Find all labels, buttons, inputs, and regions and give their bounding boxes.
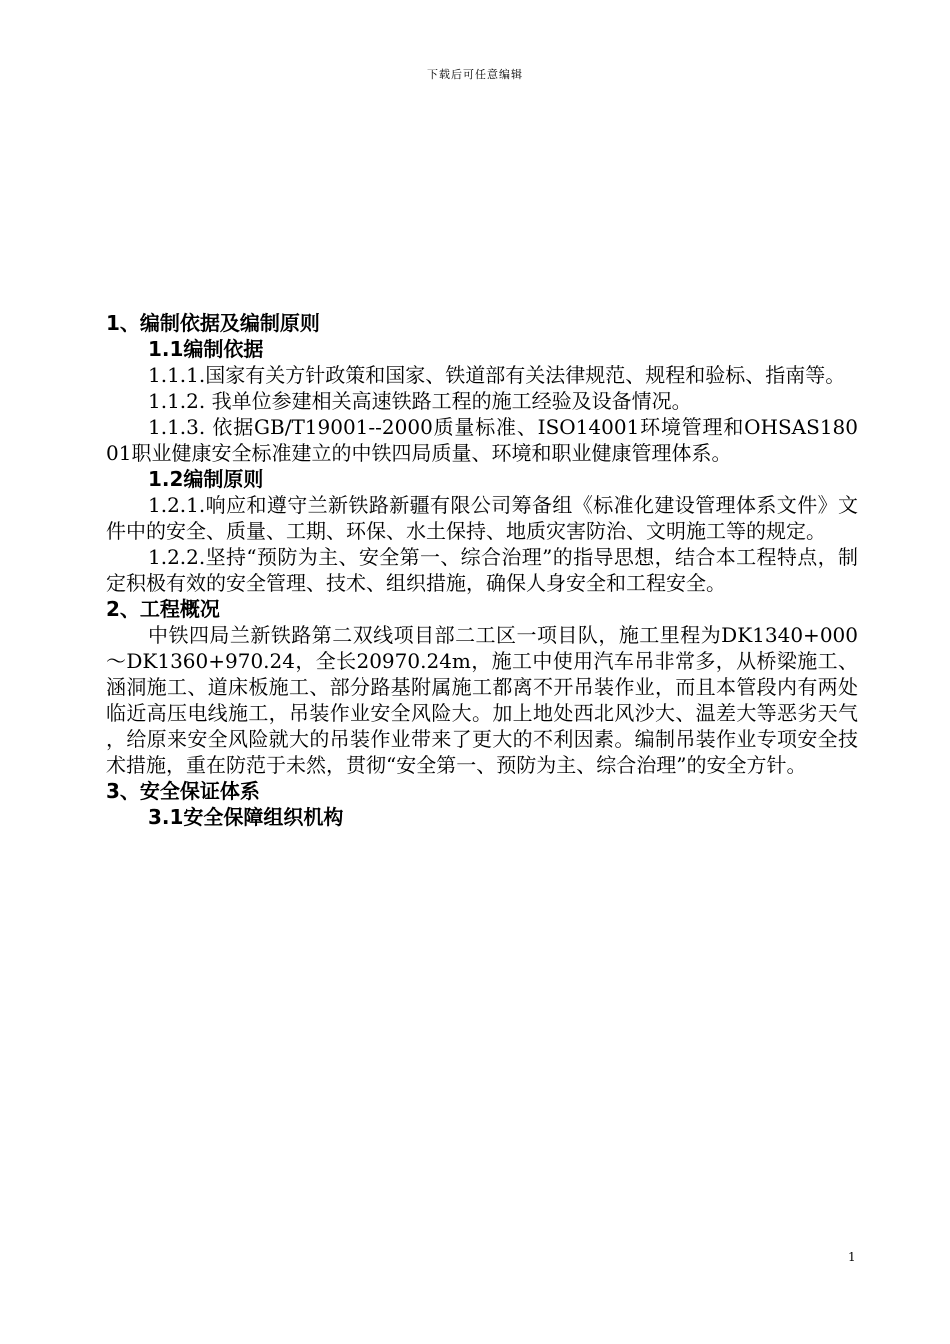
page-number: 1 (848, 1250, 856, 1264)
paragraph-1-2-2: 1.2.2.坚持“预防为主、安全第一、综合治理”的指导思想，结合本工程特点，制定积极有效的安全管理、技术、组织措施，确保人身安全和工程安全。 (106, 545, 858, 595)
section-heading-3: 3、安全保证体系 (106, 779, 260, 803)
section-heading-2: 2、工程概况 (106, 597, 220, 621)
subsection-heading-3-1: 3.1安全保障组织机构 (148, 805, 344, 829)
document-body (106, 310, 858, 830)
subsection-heading-1-2: 1.2编制原则 (148, 467, 264, 491)
page-header: 下载后可任意编辑 (427, 68, 523, 81)
section-heading-1: 1、编制依据及编制原则 (106, 311, 320, 335)
paragraph-1-1-2: 1.1.2. 我单位参建相关高速铁路工程的施工经验及设备情况。 (148, 389, 692, 413)
subsection-heading-1-1: 1.1编制依据 (148, 337, 264, 361)
paragraph-1-2-1: 1.2.1.响应和遵守兰新铁路新疆有限公司筹备组《标准化建设管理体系文件》文件中的安全、质量、工期、环保、水土保持、地质灾害防治、文明施工等的规定。 (106, 493, 858, 543)
paragraph-1-1-3: 1.1.3. 依据GB/T19001--2000质量标准、ISO14001环境管理和OHSAS18001职业健康安全标准建立的中铁四局质量、环境和职业健康管理体系。 (106, 415, 858, 465)
paragraph-2-overview: 中铁四局兰新铁路第二双线项目部二工区一项目队，施工里程为DK1340+000～DK1360+970.24，全长20970.24m，施工中使用汽车吊非常多，从桥梁施工、涵洞施工、道床板施工、部分路基附属施工都离不开吊装作业，而且本管段内有两处临近高压电线施工，吊装作业安全风险大。加上地处西北风沙大、温差大等恶劣天气，给原来安全风险就大的吊装作业带来了更大的不利因素。编制吊装作业专项安全技术措施，重在防范于未然，贯彻“安全第一、预防为主、综合治理”的安全方针。 (106, 623, 858, 777)
paragraph-1-1-1: 1.1.1.国家有关方针政策和国家、铁道部有关法律规范、规程和验标、指南等。 (148, 363, 846, 387)
